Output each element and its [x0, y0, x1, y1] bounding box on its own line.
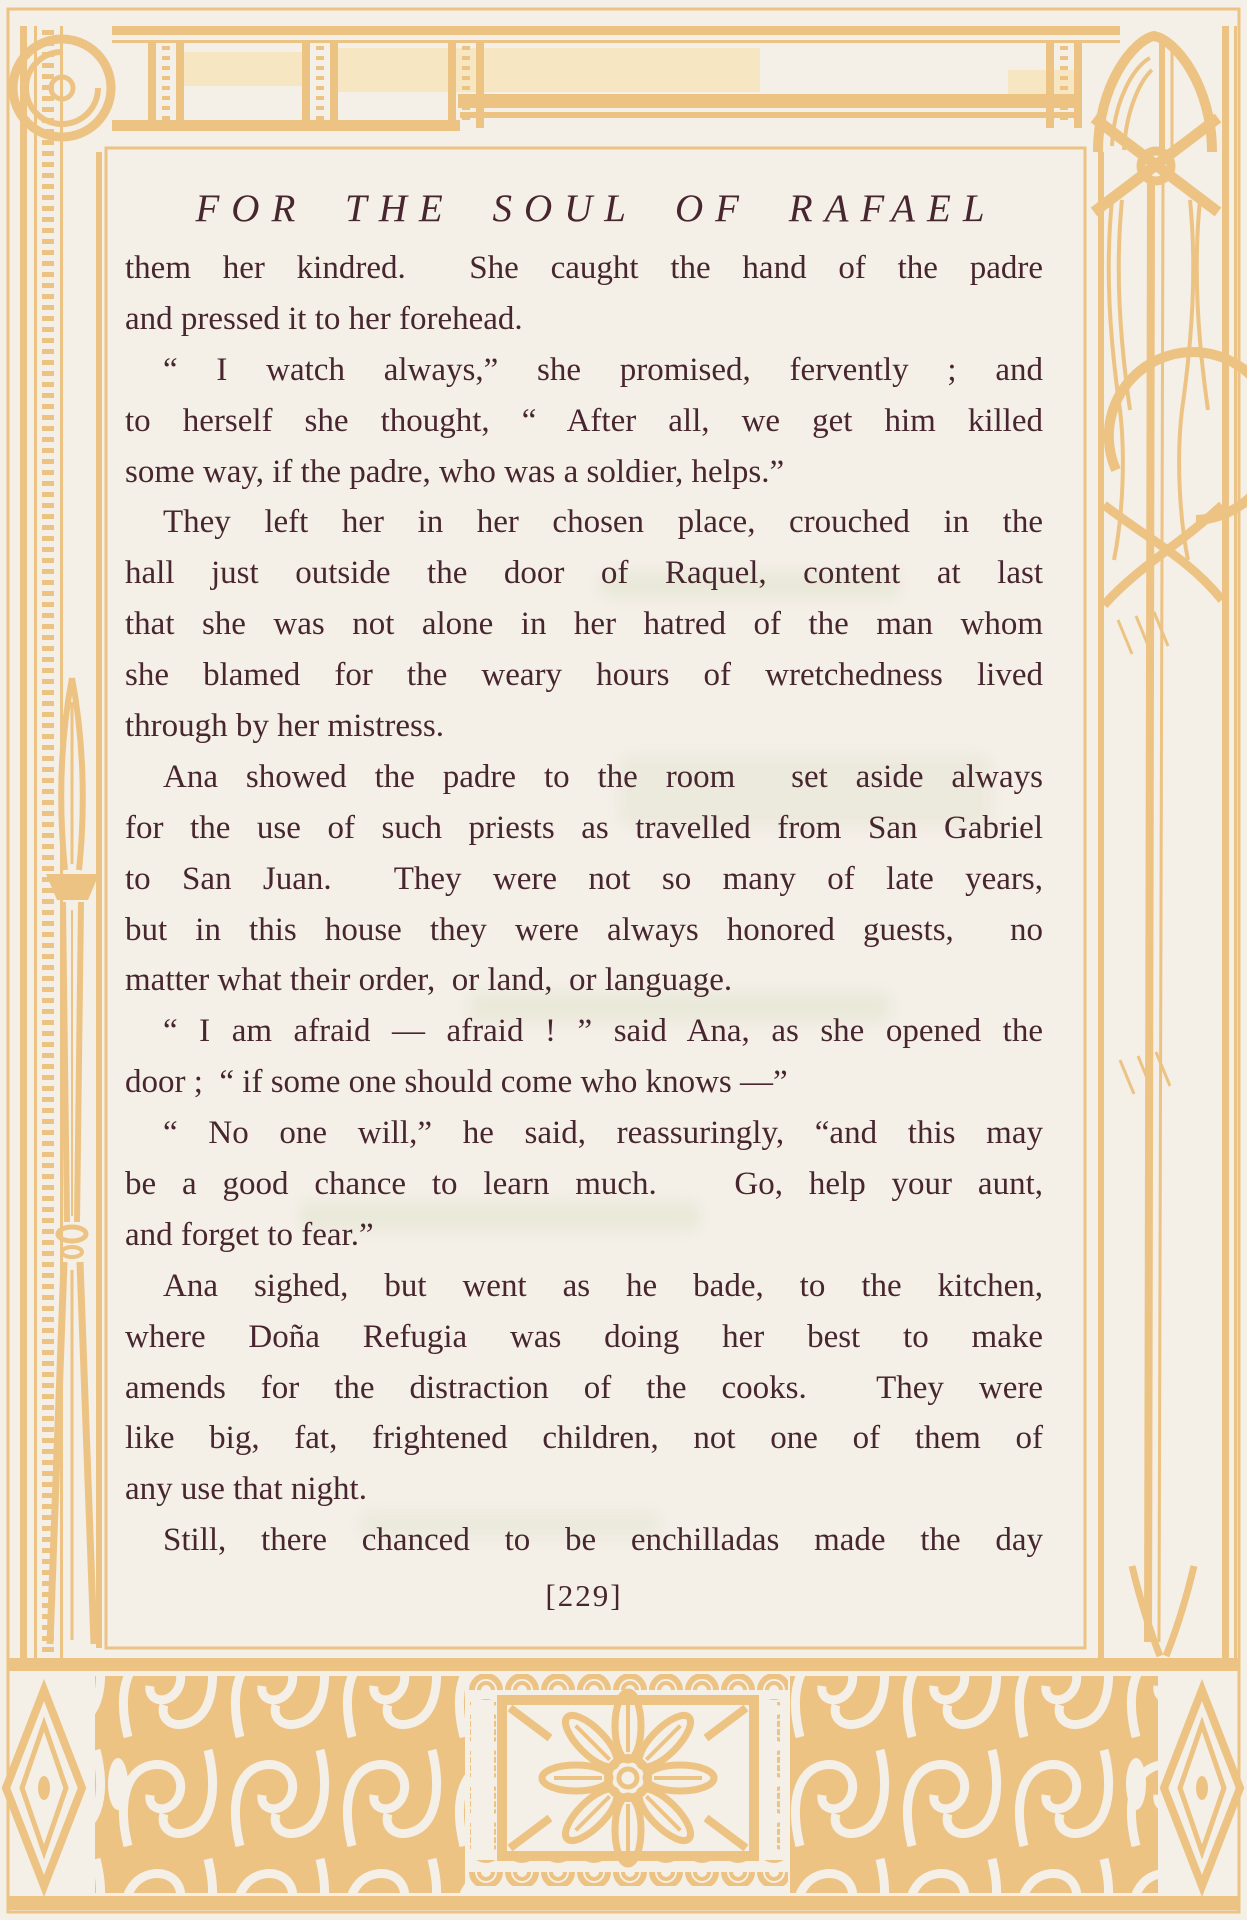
- body-line: through by her mistress.: [125, 708, 444, 745]
- right-border-band: [1094, 26, 1247, 1658]
- scroll-panel-right: [790, 1676, 1158, 1893]
- running-header: FOR THE SOUL OF RAFAEL: [195, 187, 997, 230]
- body-line: They left her in her chosen place, crouched in the: [163, 504, 1043, 541]
- body-line: door ; “ if some one should come who knows —”: [125, 1064, 788, 1101]
- body-line: to herself she thought, “ After all, we get him killed: [125, 402, 1043, 439]
- body-line: any use that night.: [125, 1471, 367, 1508]
- body-line: she blamed for the weary hours of wretchedness lived: [125, 657, 1043, 694]
- body-line: “ No one will,” he said, reassuringly, “and this may: [163, 1115, 1043, 1152]
- body-line: some way, if the padre, who was a soldier, helps.”: [125, 453, 785, 490]
- body-line: matter what their order, or land, or language.: [125, 962, 733, 999]
- body-line: and forget to fear.”: [125, 1216, 374, 1253]
- flower-medallion: [502, 1692, 754, 1864]
- body-line: for the use of such priests as travelled from San Gabriel: [125, 809, 1043, 846]
- page-number: [229]: [545, 1578, 623, 1613]
- body-line: amends for the distraction of the cooks. They were: [125, 1369, 1043, 1406]
- body-line: them her kindred. She caught the hand of the padre: [125, 250, 1043, 286]
- body-line: “ I watch always,” she promised, fervently ; and: [163, 351, 1043, 388]
- bottom-frieze: [6, 1658, 1240, 1910]
- body-line: Ana sighed, but went as he bade, to the kitchen,: [163, 1267, 1043, 1304]
- body-line: but in this house they were always honored guests, no: [125, 911, 1043, 948]
- body-line: like big, fat, frightened children, not one of them of: [125, 1420, 1043, 1457]
- body-line: Ana showed the padre to the room set aside always: [163, 758, 1043, 795]
- body-line: and pressed it to her forehead.: [125, 300, 523, 337]
- body-line: “ I am afraid — afraid ! ” said Ana, as she opened the: [163, 1013, 1043, 1050]
- body-line: be a good chance to learn much. Go, help your aunt,: [125, 1166, 1043, 1203]
- top-frieze: [13, 26, 1120, 137]
- left-border-band: [20, 26, 102, 1658]
- scroll-panel-left: [95, 1676, 465, 1893]
- body-line: to San Juan. They were not so many of late years,: [125, 860, 1043, 897]
- diamond-right: [1164, 1690, 1240, 1886]
- body-line: that she was not alone in her hatred of the man whom: [125, 606, 1043, 643]
- diamond-left: [6, 1690, 82, 1886]
- body-line: hall just outside the door of Raquel, content at last: [125, 555, 1043, 592]
- body-text: [125, 243, 1043, 1566]
- body-line: Still, there chanced to be enchilladas made the day: [163, 1522, 1043, 1559]
- body-line: where Doña Refugia was doing her best to make: [125, 1318, 1043, 1355]
